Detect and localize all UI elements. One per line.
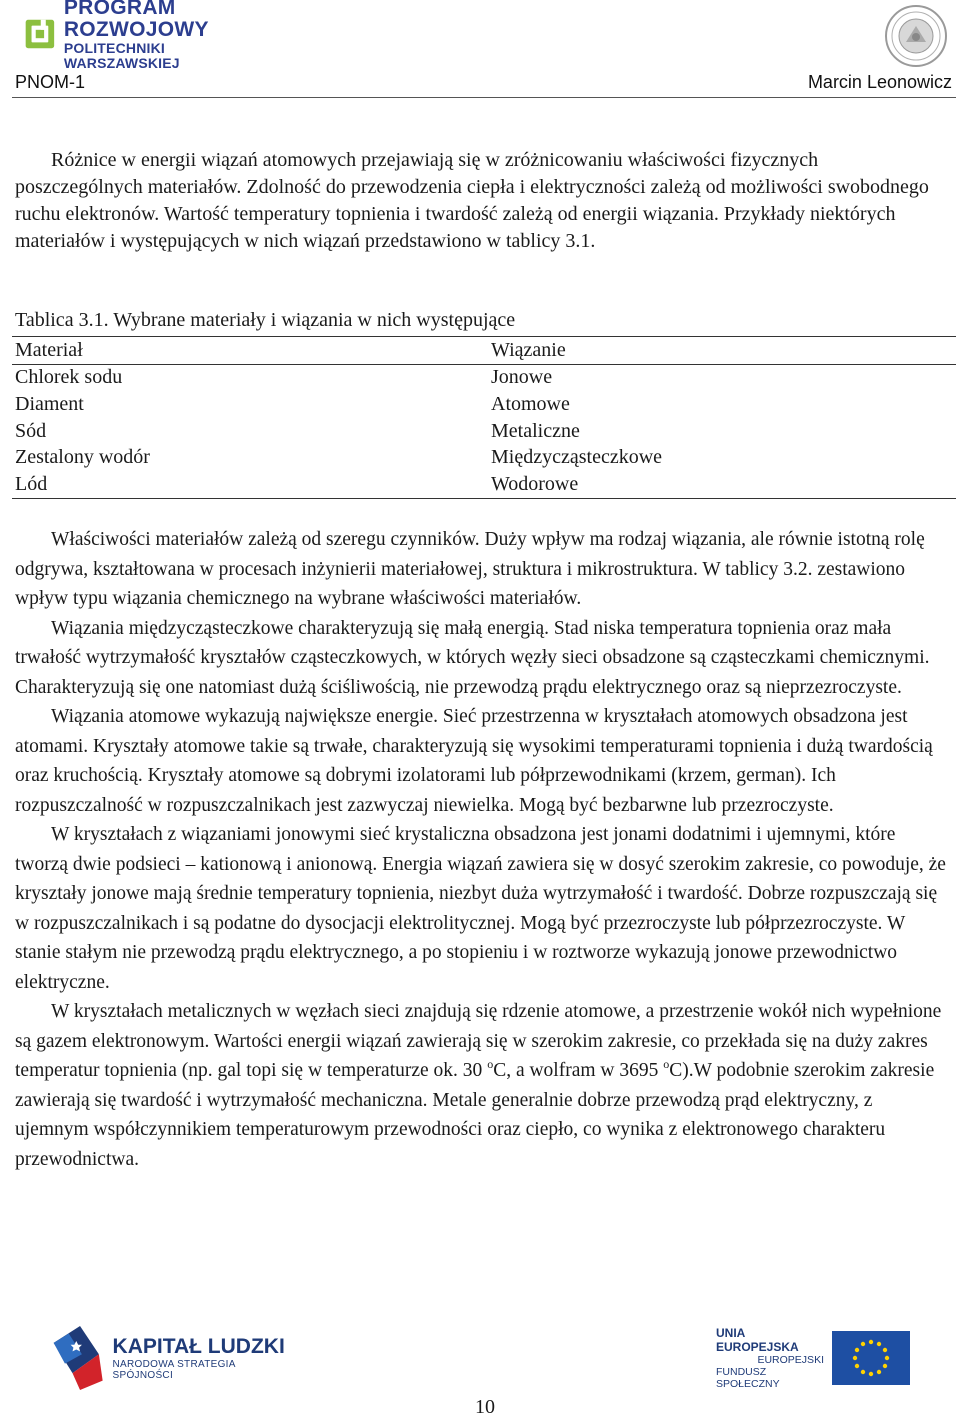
body-text [15,525,950,1174]
eu-flag-icon [832,1331,910,1385]
eu-fund-line2: FUNDUSZ SPOŁECZNY [716,1366,780,1390]
eu-fund-line1: EUROPEJSKI [757,1354,824,1366]
intro-paragraph: Różnice w energii wiązań atomowych przejawiają się w zróżnicowaniu właściwości fizycznych poszczególnych materiałów. Zdolność do przewodzenia ciepła i elektryczności zależą od możliwości swobodnego ruchu elektronów. Wartość temperatury topnienia i twardość zależą od energii wiązania. Przykłady niektórych materiałów i występujących w nich wiązań przedstawiono w tablicy 3.1. [15,149,929,252]
paragraph-intermolecular: Wiązania międzycząsteczkowe charakteryzują się małą energią. Stad niska temperatura topnienia oraz mała trwałość wytrzymałość kryształów cząsteczkowych, w których węzły sieci obsadzone są cząsteczkami chemicznymi. Charakteryzują się one natomiast dużą ściśliwością, nie przewodzą prądu elektrycznego oraz są nieprzezroczyste. [15,617,930,698]
paragraph-properties: Właściwości materiałów zależą od szeregu czynników. Duży wpływ ma rodzaj wiązania, ale równie istotną rolę odgrywa, kształtowana w procesach inżynierii materiałowej, struktura i mikrostruktura. W tablicy 3.2. zestawiono wpływ typu wiązania chemicznego na wybrane właściwości materiałów. [15,529,925,609]
paragraph-ionic: W kryształach z wiązaniami jonowymi sieć krystaliczna obsadzona jest jonami dodatnimi i ujemnymi, które tworzą dwie podsieci – kationową i anionową. Energia wiązań zawiera się w dosyć szerokim zakresie, co powoduje, że kryształy jonowe mają średnie temperatury topnienia, niezbyt duża wytrzymałość i twardość. Dobrze rozpuszczają się w rozpuszczalnikach i są podatne do dysocjacji elektrolitycznej. Mogą być przezroczyste lub półprzezroczyste. W stanie stałym nie przewodzą prądu elektrycznego, a po stopieniu i w roztworze wykazują jonowe przewodnictwo elektryczne. [15,824,946,993]
page-number: 10 [475,1396,495,1418]
eu-union-label: UNIA EUROPEJSKA [716,1326,799,1354]
table-cell-material: Zestalony wodór [15,446,150,469]
header-author: Marcin Leonowicz [807,72,952,92]
program-logo [24,0,284,72]
table-cell-bond: Jonowe [491,366,553,389]
kapital-ludzki-logo [48,1318,288,1398]
program-logo-icon [24,15,56,53]
intro-text [15,147,950,255]
program-logo-subtitle: POLITECHNIKI WARSZAWSKIEJ [63,40,180,72]
program-logo-title: PROGRAM ROZWOJOWY [63,0,209,42]
table-row [12,391,956,418]
degree-superscript: o [487,1057,494,1071]
header-course-code: PNOM-1 [15,72,86,92]
paragraph-atomic: Wiązania atomowe wykazują największe energie. Sieć przestrzenna w kryształach atomowych obsadzona jest atomami. Kryształy atomowe takie są trwałe, charakteryzują się wysokimi temperaturami topnienia i dużą twardością oraz kruchością. Kryształy atomowe są dobrymi izolatorami lub półprzewodnikami (krzem, german). Ich rozpuszczalność w rozpuszczalnikach jest zazwyczaj niewielka. Mogą być bezbarwne lub przezroczyste. [15,706,933,816]
table-row [12,444,956,471]
table-row [12,365,956,392]
table-cell-bond: Atomowe [491,392,570,415]
university-seal-icon [884,4,948,68]
kapital-ludzki-title: KAPITAŁ LUDZKI [112,1335,285,1358]
table-header-material: Materiał [15,338,83,361]
table-cell-material: Sód [15,419,47,442]
paragraph-metallic [15,997,950,1174]
table-cell-bond: Międzycząsteczkowe [491,446,663,469]
paragraph-metallic-part1: W kryształach metalicznych w węzłach sieci znajdują się rdzenie atomowe, a przestrzenie wokół nich wypełnione są gazem elektronowym. Wartości energii wiązań zawierają się w szerokim zakresie, co przekłada się na duży zakres temperatur topnienia (np. gal topi się w temperaturze ok. 30 [15,1001,942,1081]
table-cell-bond: Wodorowe [491,472,579,495]
eu-fund-logo [716,1326,912,1390]
table-cell-material: Lód [15,472,48,495]
paragraph-metallic-part2: C, a wolfram w 3695 [493,1060,664,1081]
table-row [12,471,956,498]
table-cell-material: Chlorek sodu [15,366,123,389]
table-row [12,418,956,445]
kapital-ludzki-subtitle: NARODOWA STRATEGIA SPÓJNOŚCI [112,1359,236,1381]
table-cell-bond: Metaliczne [491,419,580,442]
table-header-bond: Wiązanie [491,338,566,361]
kapital-ludzki-icon [48,1318,105,1398]
table-header-row [12,337,956,365]
materials-table [12,336,956,499]
paragraph-metallic-part3: C).W podobnie szerokim zakresie zawierają się twardość i wytrzymałość mechaniczna. Metale generalnie dobrze przewodzą prąd elektryczny, z ujemnym współczynnikiem temperaturowym przewodności oraz ciepło, co wynika z elektronowego charakteru przewodnictwa. [15,1060,935,1170]
table-caption: Tablica 3.1. Wybrane materiały i wiązania w nich występujące [15,309,516,331]
table-cell-material: Diament [15,392,84,415]
degree-superscript: o [663,1057,670,1071]
header-divider [12,97,956,98]
